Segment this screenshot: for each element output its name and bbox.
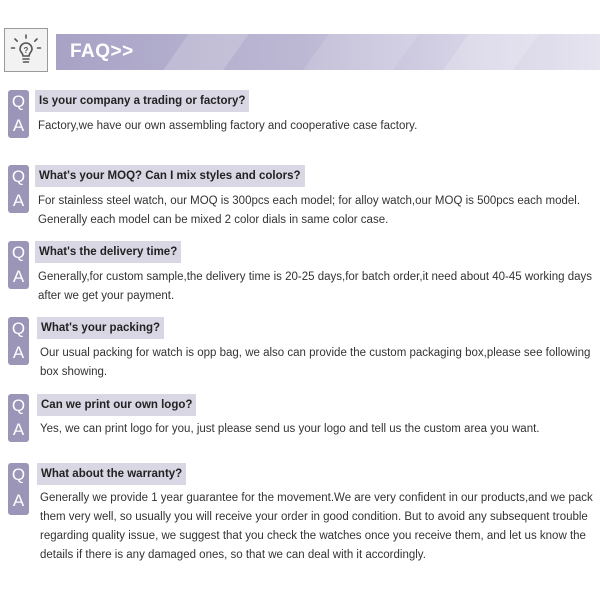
answer-text: Our usual packing for watch is opp bag, we also can provide the custom packaging box,please see following box showing. [40,347,591,378]
q-letter: Q [11,243,26,262]
a-letter: A [12,191,25,210]
answer-text: Yes, we can print logo for you, just please send us your logo and tell us the custom area you want. [40,423,540,435]
q-letter: Q [11,92,26,111]
answer-text: Generally we provide 1 year guarantee for the movement.We are very confident in our products,and we pack them very well, so usually you will receive your order in good condition. But to avoid any subsequent trouble regarding quality issue, we suggest that you check the watches once you receive them, and let us know the details if there is any damaged ones, so that we can deal with it accordingly. [40,492,593,561]
answer-text: For stainless steel watch, our MOQ is 300pcs each model; for alloy watch,our MOQ is 500pcs each model. Generally each model can be mixed 2 color dials in same color case. [38,195,581,226]
a-letter: A [12,267,25,286]
faq-header [0,28,600,74]
question-label: What's the delivery time? [35,241,181,263]
a-letter: A [12,343,25,362]
answer-text: Factory,we have our own assembling factory and cooperative case factory. [38,120,418,132]
a-letter: A [12,116,25,135]
page-title: FAQ>> [70,41,134,62]
a-letter: A [12,420,25,439]
question-label: What's your packing? [37,317,164,339]
q-letter: Q [11,167,26,186]
question-label: What about the warranty? [37,463,186,485]
a-letter: A [12,491,25,510]
question-label: Is your company a trading or factory? [35,90,249,112]
q-letter: Q [11,319,26,338]
header-banner [56,34,600,70]
q-letter: Q [11,396,26,415]
question-label: Can we print our own logo? [37,394,196,416]
answer-text: Generally,for custom sample,the delivery time is 20-25 days,for batch order,it need about 40-45 working days after we get your payment. [38,271,592,302]
q-letter: Q [11,465,26,484]
header-icon-box [4,28,48,72]
lightbulb-question-icon [9,33,43,67]
question-label: What's your MOQ? Can I mix styles and colors? [35,165,305,187]
svg-text:?: ? [23,46,29,55]
